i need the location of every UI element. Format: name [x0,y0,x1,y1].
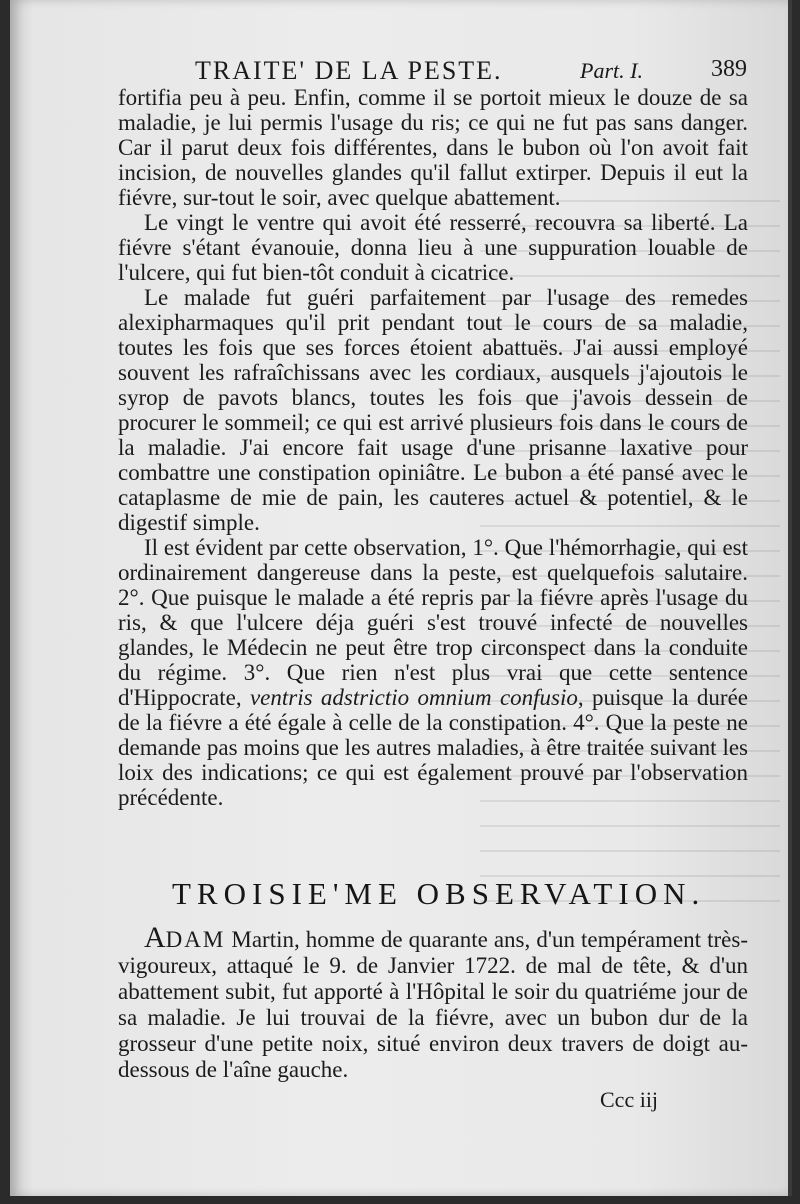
signature-mark: Ccc iij [600,1087,659,1112]
running-title: TRAITE' DE LA PESTE. [195,56,503,85]
page-number: 389 [711,56,747,82]
conclusions-text-b: , puisque la durée de la fiévre a été égale à celle de la constipation. 4°. Que la peste ne demande pas moins que les autres maladies, à être traitée suivant les loix des indications; ce qui est également prouvé par l'observation précédente. [118,685,748,810]
section-heading: TROISIE'ME OBSERVATION. [172,876,706,911]
paragraph-conclusions [118,535,748,810]
paragraph: Le vingt le ventre qui avoit été resserré, recouvra sa liberté. La fiévre s'étant évanouie, donna lieu à une suppuration louable de l'ulcere, qui fut bien-tôt conduit à cicatrice. [118,210,748,285]
paragraph [118,921,748,1083]
conclusions-text-a: Il est évident par cette observation, 1°. Que l'hémorrhagie, qui est ordinairement dangereuse dans la peste, est quelquefois salutaire. 2°. Que puisque le malade a été repris par la fiévre après l'usage du ris, & que l'ulcere déja guéri s'est trouvé infecté de nouvelles glandes, le Médecin ne peut être trop circonspect dans la conduite du régime. 3°. Que rien n'est plus vrai que cette sentence d'Hippocrate, [118,535,748,710]
observation-text [118,921,748,1083]
paragraph: fortifia peu à peu. Enfin, comme il se portoit mieux le douze de sa maladie, je lui permis l'usage du ris; ce qui ne fut pas sans danger. Car il parut deux fois différentes, dans le bubon où l'on avoit fait incision, de nouvelles glandes qu'il fallut extirper. Depuis il eut la fiévre, sur-tout le soir, avec quelque abattement. [118,85,748,210]
body-text [118,85,748,810]
observation-body: Martin, homme de quarante ans, d'un tempérament très-vigoureux, attaqué le 9. de Janvier 1722. de mal de tête, & d'un abattement subit, fut apporté à l'Hôpital le soir du quatriéme jour de sa maladie. Je lui trouvai de la fiévre, avec un bubon dur de la grosseur d'une petite noix, situé environ deux travers de doigt au-dessous de l'aîne gauche. [118,927,748,1082]
book-page [10,0,792,1196]
paragraph: Le malade fut guéri parfaitement par l'usage des remedes alexipharmaques qu'il prit pendant tout le cours de sa maladie, toutes les fois que ses forces étoient abattuës. J'ai aussi employé souvent les rafraîchissans avec les cordiaux, ausquels j'ajoutois le syrop de pavots blancs, toutes les fois que j'avois dessein de procurer le sommeil; ce qui est arrivé plusieurs fois dans le cours de la maladie. J'ai encore fait usage d'une prisanne laxative pour combattre une constipation opiniâtre. Le bubon a été pansé avec le cataplasme de mie de pain, les cauteres actuel & potentiel, & le digestif simple. [118,285,748,535]
part-label: Part. I. [580,58,643,83]
drop-initial: A [144,921,166,954]
latin-quote: ventris adstrictio omnium confusio [249,685,578,710]
name-smallcaps: DAM [165,927,226,952]
